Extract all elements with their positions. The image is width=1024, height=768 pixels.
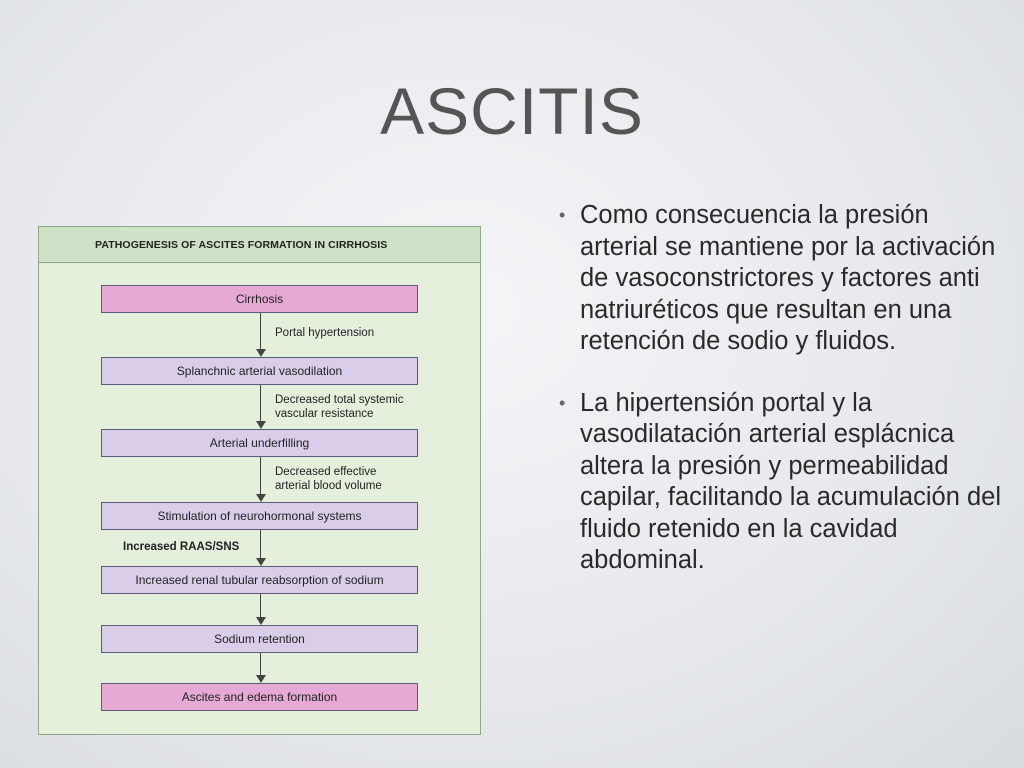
side-label-raas-sns: Increased RAAS/SNS — [123, 541, 240, 553]
arrow-down-icon — [256, 421, 266, 429]
step-ascites-edema: Ascites and edema formation — [101, 683, 418, 711]
connector-line — [260, 385, 261, 421]
connector-line — [260, 653, 261, 675]
connector-label-line: Decreased effective — [275, 466, 377, 478]
arrow-down-icon — [256, 675, 266, 683]
bullet-item — [556, 200, 1008, 358]
connector-label-portal-hypertension: Portal hypertension — [275, 327, 375, 339]
step-splanchnic-vasodilation: Splanchnic arterial vasodilation — [101, 357, 418, 385]
arrow-down-icon — [256, 349, 266, 357]
arrow-down-icon — [256, 617, 266, 625]
step-cirrhosis: Cirrhosis — [101, 285, 418, 313]
connector-line — [260, 530, 261, 558]
bullet-icon: • — [559, 392, 566, 413]
pathogenesis-diagram — [38, 226, 481, 735]
connector-line — [260, 594, 261, 617]
bullet-list — [556, 200, 1008, 577]
step-sodium-reabsorption: Increased renal tubular reabsorption of sodium — [101, 566, 418, 594]
arrow-down-icon — [256, 494, 266, 502]
connector-line — [260, 313, 261, 349]
bullet-text: La hipertensión portal y la vasodilatación arterial esplácnica altera la presión y permeabilidad capilar, facilitando la acumulación del fluido retenido en la cavidad abdominal. — [580, 388, 1001, 574]
connector-line — [260, 457, 261, 494]
connector-label-systemic-resistance — [275, 393, 403, 421]
diagram-title: PATHOGENESIS OF ASCITES FORMATION IN CIRRHOSIS — [39, 227, 480, 263]
connector-label-line: arterial blood volume — [275, 480, 382, 492]
step-arterial-underfilling: Arterial underfilling — [101, 429, 418, 457]
step-sodium-retention: Sodium retention — [101, 625, 418, 653]
bullet-item — [556, 388, 1008, 577]
step-neurohormonal-stimulation: Stimulation of neurohormonal systems — [101, 502, 418, 530]
connector-label-blood-volume — [275, 465, 382, 493]
bullet-text: Como consecuencia la presión arterial se mantiene por la activación de vasoconstrictores y factores anti natriuréticos que resultan en una retención de sodio y fluidos. — [580, 201, 996, 355]
connector-label-line: vascular resistance — [275, 408, 374, 420]
connector-label-line: Decreased total systemic — [275, 394, 404, 406]
bullet-icon: • — [559, 205, 566, 225]
arrow-down-icon — [256, 558, 266, 566]
slide-title: ASCITIS — [380, 74, 644, 148]
